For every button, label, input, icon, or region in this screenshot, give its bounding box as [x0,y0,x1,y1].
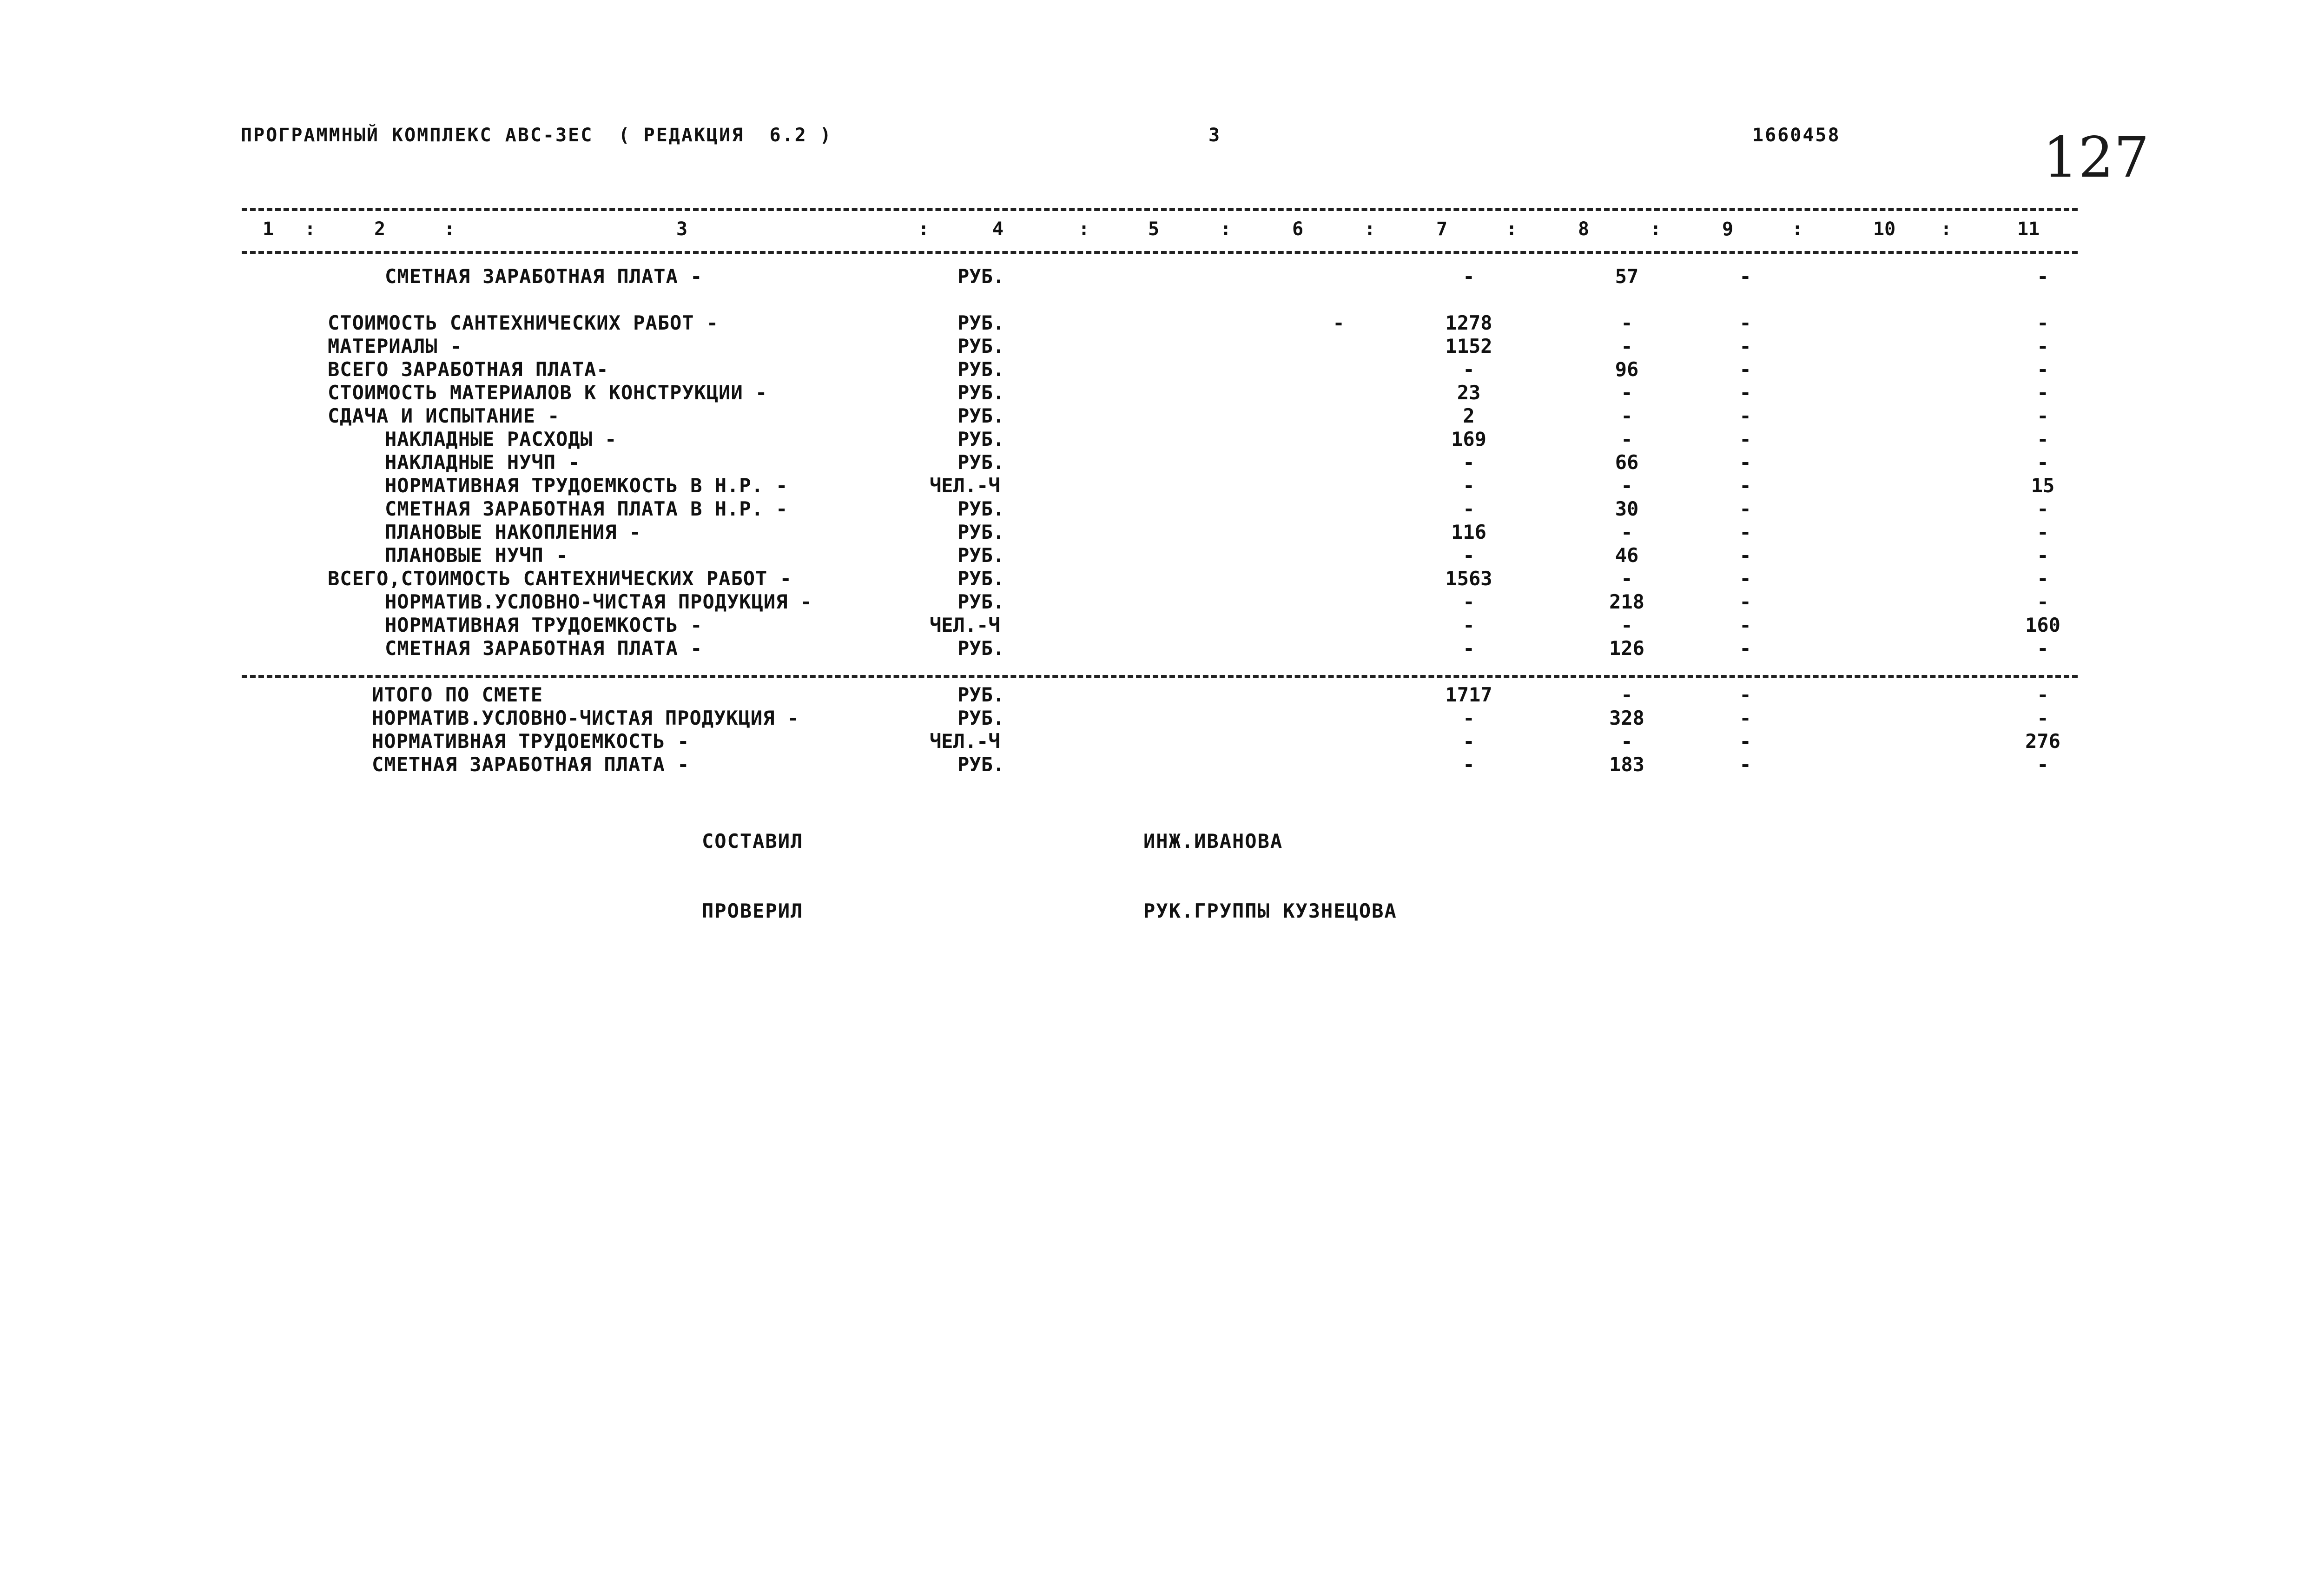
cell-col-7: - [1463,730,1475,753]
row-label: ПЛАНОВЫЕ НАКОПЛЕНИЯ - [385,521,642,543]
row-label: МАТЕРИАЛЫ - [328,335,462,357]
row-label: СМЕТНАЯ ЗАРАБОТНАЯ ПЛАТА - [385,265,703,288]
cell-col-11: - [2037,428,2049,450]
cell-col-7: - [1463,358,1475,381]
cell-col-9: - [1739,683,1751,706]
row-label: ПЛАНОВЫЕ НУЧП - [385,544,568,567]
compiled-by-name: ИНЖ.ИВАНОВА [1143,830,1283,853]
cell-col-8: 46 [1615,544,1639,567]
row-unit: РУБ. [957,335,1005,357]
cell-col-9: - [1739,428,1751,450]
compiled-by-label: СОСТАВИЛ [702,830,804,853]
table-row [0,474,2324,497]
row-label: НОРМАТИВ.УСЛОВНО-ЧИСТАЯ ПРОДУКЦИЯ - [385,590,813,613]
cell-col-9: - [1739,614,1751,636]
cell-col-7: - [1463,497,1475,520]
cell-col-9: - [1739,590,1751,613]
row-unit: РУБ. [957,311,1005,334]
cell-col-7: 1563 [1445,567,1492,590]
cell-col-7: 2 [1463,404,1475,427]
row-unit: РУБ. [957,637,1005,660]
table-row [0,590,2324,614]
cell-col-8: - [1621,404,1633,427]
table-top-rule [242,208,2078,211]
cell-col-7: 1278 [1445,311,1492,334]
table-row [0,265,2324,288]
column-number-9: 9 [1722,218,1734,240]
cell-col-11: 160 [2025,614,2060,636]
cell-col-9: - [1739,451,1751,474]
cell-col-8: 66 [1615,451,1639,474]
column-number-5: 5 [1148,218,1160,240]
row-unit: РУБ. [957,381,1005,404]
cell-col-9: - [1739,567,1751,590]
cell-col-9: - [1739,544,1751,567]
row-label: СТОИМОСТЬ САНТЕХНИЧЕСКИХ РАБОТ - [328,311,719,334]
row-label: СМЕТНАЯ ЗАРАБОТНАЯ ПЛАТА - [385,637,703,660]
column-separator: : [1220,218,1232,240]
table-row [0,335,2324,358]
cell-col-8: 126 [1609,637,1644,660]
column-separator: : [1792,218,1803,240]
cell-col-11: - [2037,265,2049,288]
cell-col-8: 328 [1609,707,1644,729]
cell-col-7: - [1463,265,1475,288]
cell-col-8: 57 [1615,265,1639,288]
cell-col-8: - [1621,474,1633,497]
column-separator: : [304,218,316,240]
cell-col-7: - [1463,544,1475,567]
table-row [0,707,2324,730]
column-number-6: 6 [1292,218,1304,240]
table-header-rule [242,251,2078,254]
cell-col-7: 1717 [1445,683,1492,706]
row-unit: РУБ. [957,428,1005,450]
row-unit: ЧЕЛ.-Ч [930,730,1000,753]
cell-col-9: - [1739,381,1751,404]
page-number: 3 [1208,125,1221,146]
row-unit: РУБ. [957,567,1005,590]
column-separator: : [1364,218,1376,240]
cell-col-9: - [1739,265,1751,288]
cell-col-9: - [1739,730,1751,753]
cell-col-7: - [1463,753,1475,776]
column-number-4: 4 [992,218,1004,240]
column-separator: : [918,218,930,240]
cell-col-9: - [1739,753,1751,776]
row-unit: РУБ. [957,683,1005,706]
row-unit: РУБ. [957,451,1005,474]
row-unit: РУБ. [957,707,1005,729]
cell-col-9: - [1739,521,1751,543]
cell-col-9: - [1739,311,1751,334]
table-row [0,358,2324,381]
cell-col-7: - [1463,590,1475,613]
table-subtotal-rule [242,675,2078,678]
table-row [0,451,2324,474]
row-label: СМЕТНАЯ ЗАРАБОТНАЯ ПЛАТА В Н.Р. - [385,497,788,520]
cell-col-11: - [2037,521,2049,543]
row-label: ВСЕГО ЗАРАБОТНАЯ ПЛАТА- [328,358,609,381]
checked-by-name: РУК.ГРУППЫ КУЗНЕЦОВА [1143,899,1397,922]
row-unit: РУБ. [957,590,1005,613]
cell-col-9: - [1739,707,1751,729]
table-row [0,381,2324,404]
column-number-3: 3 [676,218,688,240]
row-unit: РУБ. [957,265,1005,288]
cell-col-7: 23 [1457,381,1481,404]
row-label: ИТОГО ПО СМЕТЕ [372,683,543,706]
cell-col-7: - [1463,707,1475,729]
column-number-7: 7 [1436,218,1448,240]
column-number-2: 2 [374,218,386,240]
row-label: НОРМАТИВНАЯ ТРУДОЕМКОСТЬ - [372,730,690,753]
row-label: СТОИМОСТЬ МАТЕРИАЛОВ К КОНСТРУКЦИИ - [328,381,768,404]
column-number-11: 11 [2017,218,2040,240]
table-row [0,497,2324,521]
table-row [0,730,2324,753]
row-unit: РУБ. [957,358,1005,381]
column-number-8: 8 [1578,218,1590,240]
row-unit: РУБ. [957,404,1005,427]
cell-col-9: - [1739,358,1751,381]
row-label: НОРМАТИВ.УСЛОВНО-ЧИСТАЯ ПРОДУКЦИЯ - [372,707,800,729]
cell-col-11: - [2037,683,2049,706]
cell-col-8: - [1621,311,1633,334]
column-number-1: 1 [263,218,274,240]
row-label: НОРМАТИВНАЯ ТРУДОЕМКОСТЬ - [385,614,703,636]
cell-col-11: - [2037,358,2049,381]
cell-col-11: - [2037,404,2049,427]
table-row [0,614,2324,637]
row-unit: ЧЕЛ.-Ч [930,474,1000,497]
cell-col-6: - [1333,311,1345,334]
cell-col-8: - [1621,683,1633,706]
cell-col-7: - [1463,637,1475,660]
column-separator: : [1941,218,1952,240]
cell-col-8: 183 [1609,753,1644,776]
cell-col-8: - [1621,567,1633,590]
table-row [0,683,2324,707]
cell-col-7: - [1463,614,1475,636]
row-unit: РУБ. [957,753,1005,776]
row-label: НАКЛАДНЫЕ НУЧП - [385,451,581,474]
table-row [0,428,2324,451]
cell-col-7: 1152 [1445,335,1492,357]
column-separator: : [444,218,456,240]
row-label: ВСЕГО,СТОИМОСТЬ САНТЕХНИЧЕСКИХ РАБОТ - [328,567,792,590]
table-row [0,404,2324,428]
handwritten-sheet-number: 127 [2043,126,2150,190]
table-row [0,311,2324,335]
cell-col-11: - [2037,707,2049,729]
cell-col-8: 96 [1615,358,1639,381]
cell-col-11: - [2037,311,2049,334]
cell-col-8: - [1621,335,1633,357]
cell-col-8: - [1621,521,1633,543]
column-separator: : [1078,218,1090,240]
cell-col-9: - [1739,335,1751,357]
cell-col-7: - [1463,451,1475,474]
cell-col-8: - [1621,428,1633,450]
row-label: СМЕТНАЯ ЗАРАБОТНАЯ ПЛАТА - [372,753,690,776]
cell-col-11: - [2037,567,2049,590]
cell-col-8: - [1621,730,1633,753]
cell-col-11: 276 [2025,730,2060,753]
table-row [0,521,2324,544]
column-separator: : [1650,218,1662,240]
cell-col-8: - [1621,381,1633,404]
cell-col-7: 169 [1451,428,1486,450]
column-number-10: 10 [1873,218,1896,240]
document-code: 1660458 [1752,125,1841,146]
row-unit: ЧЕЛ.-Ч [930,614,1000,636]
row-label: НОРМАТИВНАЯ ТРУДОЕМКОСТЬ В Н.Р. - [385,474,788,497]
cell-col-9: - [1739,497,1751,520]
program-title: ПРОГРАММНЫЙ КОМПЛЕКС АВС-ЗЕС ( РЕДАКЦИЯ 6.2 ) [241,125,832,146]
row-unit: РУБ. [957,521,1005,543]
cell-col-8: 218 [1609,590,1644,613]
cell-col-11: - [2037,637,2049,660]
cell-col-11: - [2037,381,2049,404]
column-separator: : [1506,218,1518,240]
row-label: НАКЛАДНЫЕ РАСХОДЫ - [385,428,617,450]
cell-col-11: 15 [2031,474,2055,497]
cell-col-9: - [1739,404,1751,427]
cell-col-8: - [1621,614,1633,636]
row-label: СДАЧА И ИСПЫТАНИЕ - [328,404,560,427]
cell-col-9: - [1739,474,1751,497]
cell-col-7: 116 [1451,521,1486,543]
checked-by-label: ПРОВЕРИЛ [702,899,804,922]
cell-col-8: 30 [1615,497,1639,520]
row-unit: РУБ. [957,497,1005,520]
cell-col-11: - [2037,497,2049,520]
table-row [0,753,2324,776]
cell-col-11: - [2037,451,2049,474]
cell-col-11: - [2037,544,2049,567]
table-row [0,567,2324,590]
table-row [0,637,2324,660]
cell-col-11: - [2037,590,2049,613]
cell-col-7: - [1463,474,1475,497]
row-unit: РУБ. [957,544,1005,567]
table-row [0,544,2324,567]
cell-col-9: - [1739,637,1751,660]
cell-col-11: - [2037,335,2049,357]
cell-col-11: - [2037,753,2049,776]
